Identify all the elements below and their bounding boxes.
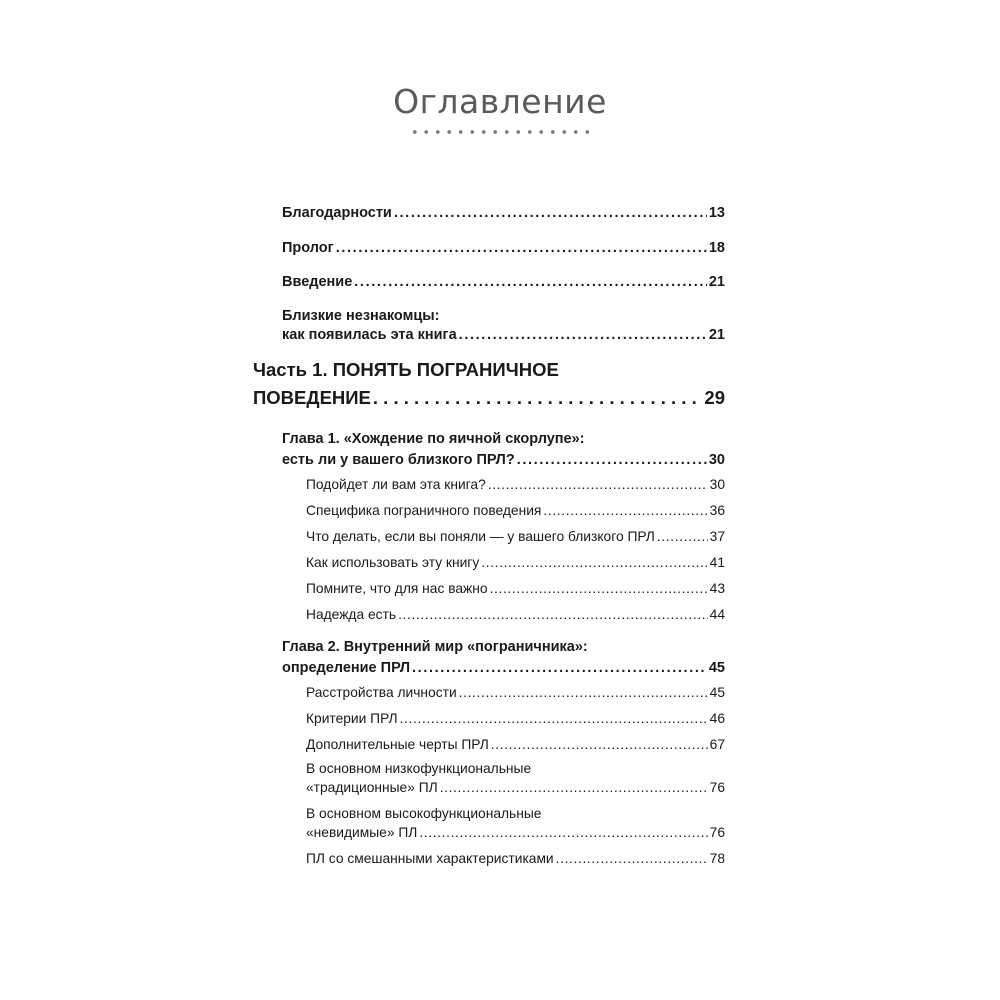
- toc-section[interactable]: [306, 552, 725, 573]
- toc-page-number: 18: [708, 240, 725, 256]
- toc-chapter-label: Глава 2. Внутренний мир «пограничника»:: [282, 639, 588, 655]
- toc-page-number: 46: [709, 711, 725, 726]
- toc-chapter-label-continued: определение ПРЛ: [282, 660, 411, 676]
- toc-section-label: Специфика пограничного поведения: [306, 503, 542, 518]
- toc-section[interactable]: [306, 708, 725, 729]
- dot-leader: [459, 326, 707, 345]
- toc-section-label: Дополнительные черты ПРЛ: [306, 737, 489, 752]
- dot-leader: [459, 682, 708, 703]
- dot-leader: [657, 526, 708, 547]
- dot-leader: [373, 384, 703, 412]
- dot-leader: [517, 450, 707, 471]
- toc-page-number: 44: [709, 607, 725, 622]
- toc-section-label-continued: «традиционные» ПЛ: [306, 780, 438, 795]
- toc-page-number: 41: [709, 555, 725, 570]
- toc-section[interactable]: [306, 804, 725, 842]
- toc-section[interactable]: [306, 578, 725, 599]
- toc-section[interactable]: [306, 759, 725, 797]
- toc-section-label: Критерии ПРЛ: [306, 711, 398, 726]
- dot-leader: [336, 240, 707, 256]
- toc-section[interactable]: [306, 682, 725, 703]
- toc-section-label: Надежда есть: [306, 607, 397, 622]
- toc-section-label: Как использовать эту книгу: [306, 555, 480, 570]
- toc-page-number: 30: [708, 452, 725, 468]
- toc-page-number: 76: [709, 825, 725, 840]
- page-title: Оглавление: [393, 82, 607, 121]
- toc-section-label: Расстройства личности: [306, 685, 457, 700]
- toc-section-label: Помните, что для нас важно: [306, 581, 488, 596]
- toc-page-number: 21: [708, 274, 725, 290]
- toc-page-number: 36: [709, 503, 725, 518]
- toc-section-label: ПЛ со смешанными характеристиками: [306, 851, 554, 866]
- dot-leader: [488, 474, 708, 495]
- toc-section-label: Подойдет ли вам эта книга?: [306, 477, 486, 492]
- toc-page-number: 67: [709, 737, 725, 752]
- toc-section[interactable]: [306, 604, 725, 625]
- toc-chapter-2[interactable]: [282, 637, 725, 679]
- toc-page-number: 29: [704, 387, 725, 408]
- toc-section[interactable]: [306, 848, 725, 869]
- dot-leader: [440, 778, 708, 797]
- toc-chapter-1[interactable]: [282, 429, 725, 471]
- toc-chapter-label: Глава 1. «Хождение по яичной скорлупе»:: [282, 431, 585, 447]
- toc-section[interactable]: [306, 474, 725, 495]
- toc-entry-label: Близкие незнакомцы:: [282, 308, 440, 324]
- toc-section[interactable]: [306, 734, 725, 755]
- toc-chapter-label-continued: есть ли у вашего близкого ПРЛ?: [282, 452, 515, 468]
- dot-leader: [419, 823, 707, 842]
- toc-section-label: В основном низкофункциональные: [306, 761, 532, 776]
- toc-entry-label: Благодарности: [282, 205, 392, 221]
- toc-entry-label: Введение: [282, 274, 353, 290]
- dot-leader: [400, 708, 708, 729]
- dot-leader: [398, 604, 708, 625]
- toc-part-label: Часть 1. ПОНЯТЬ ПОГРАНИЧНОЕ: [253, 359, 559, 380]
- toc-entry-label-continued: как появилась эта книга: [282, 327, 457, 343]
- dot-leader: [491, 734, 708, 755]
- toc-page-number: 37: [709, 529, 725, 544]
- dot-leader: [394, 205, 707, 221]
- toc-page-number: 78: [709, 851, 725, 866]
- toc-entry-prologue[interactable]: [282, 240, 725, 256]
- toc-section[interactable]: [306, 526, 725, 547]
- toc-part-label-continued: ПОВЕДЕНИЕ: [253, 387, 371, 408]
- toc-page-number: 76: [709, 780, 725, 795]
- toc-section-label: В основном высокофункциональные: [306, 806, 542, 821]
- toc-section[interactable]: [306, 500, 725, 521]
- toc-entry-introduction[interactable]: [282, 274, 725, 290]
- toc-page-number: 13: [708, 205, 725, 221]
- dot-leader: [556, 848, 708, 869]
- dot-leader: [481, 552, 707, 573]
- dot-leader: [543, 500, 707, 521]
- toc-section-label-continued: «невидимые» ПЛ: [306, 825, 418, 840]
- toc-entry-label: Пролог: [282, 240, 334, 256]
- toc-page-number: 45: [709, 685, 725, 700]
- toc-entry-close-strangers[interactable]: [282, 307, 725, 345]
- toc-page-number: 43: [709, 581, 725, 596]
- dot-leader: [490, 578, 708, 599]
- toc-page-number: 21: [708, 327, 725, 343]
- toc-page-number: 30: [709, 477, 725, 492]
- toc-part-1[interactable]: [253, 356, 725, 412]
- dot-leader: [412, 658, 707, 679]
- dot-leader: [354, 274, 707, 290]
- toc-section-label: Что делать, если вы поняли — у вашего близкого ПРЛ: [306, 529, 655, 544]
- toc-entry-acknowledgements[interactable]: [282, 205, 725, 221]
- toc-page-number: 45: [708, 660, 725, 676]
